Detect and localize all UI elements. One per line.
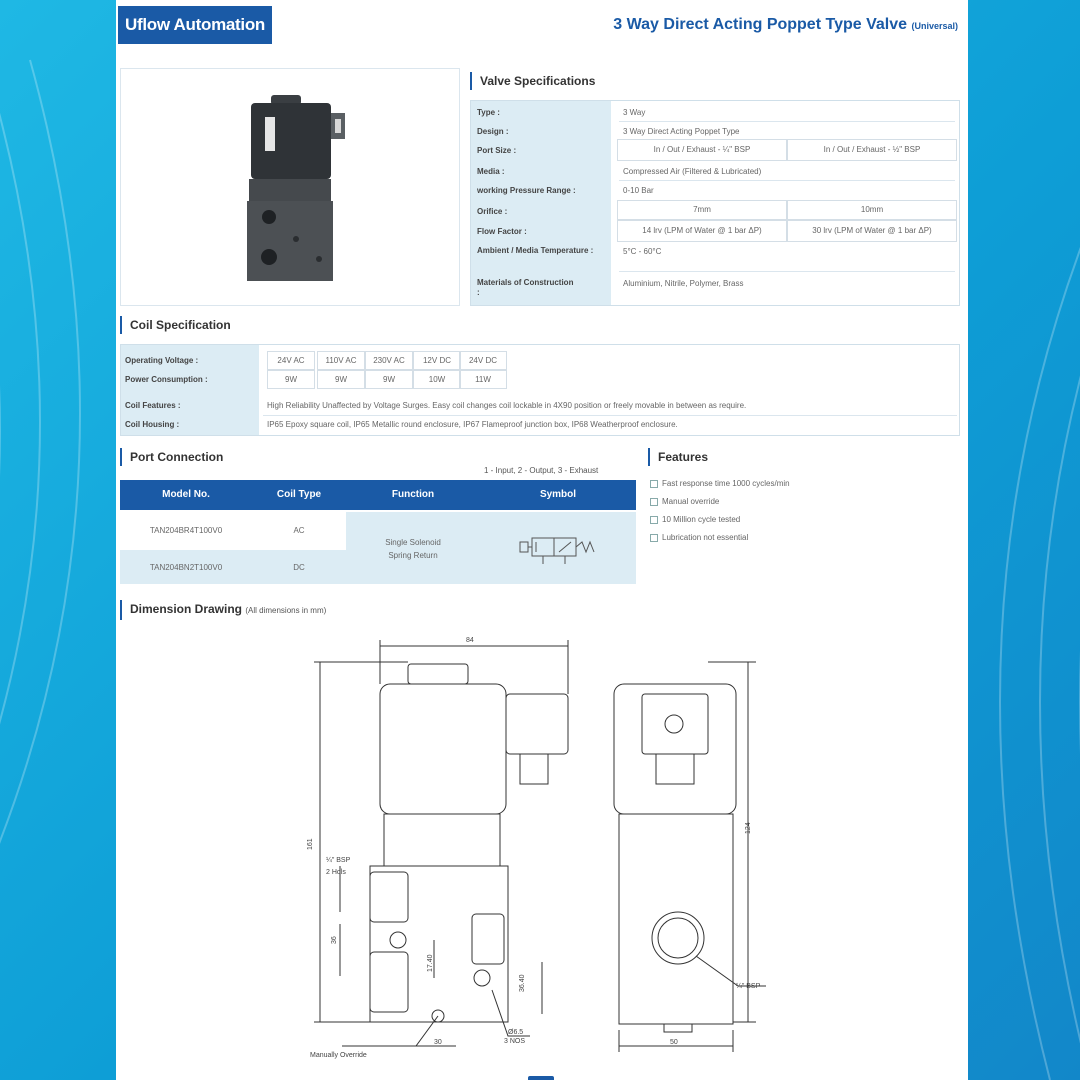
port-function-line-2: Spring Return — [388, 551, 438, 560]
port-row-1-model: TAN204BR4T100V0 — [149, 526, 223, 535]
feature-item: Manual override — [650, 497, 719, 506]
spec-value-media: Compressed Air (Filtered & Lubricated) — [623, 167, 762, 176]
port-legend: 1 - Input, 2 - Output, 3 - Exhaust — [484, 466, 599, 475]
spec-label-flow-factor: Flow Factor : — [477, 227, 527, 236]
dim-port-right: ¼" BSP — [736, 983, 761, 990]
dim-36: 36 — [331, 936, 338, 944]
spec-label-port-size: Port Size : — [477, 146, 517, 155]
spec-value-port-size-1: In / Out / Exhaust - ¼" BSP — [617, 139, 787, 161]
dim-width-bottom: 50 — [670, 1039, 678, 1046]
dim-nos: 3 NOS — [504, 1038, 526, 1045]
header-function: Function — [391, 489, 435, 500]
dim-17-40: 17.40 — [427, 954, 434, 972]
dim-width-top: 84 — [466, 637, 474, 644]
coil-voltage-cell: 24V AC — [267, 351, 315, 370]
coil-power-cell: 10W — [413, 370, 461, 389]
coil-label-voltage: Operating Voltage : — [125, 356, 199, 365]
spec-label-orifice: Orifice : — [477, 207, 508, 216]
feature-item: Fast response time 1000 cycles/min — [650, 479, 790, 488]
port-connection-title: Port Connection — [120, 448, 223, 466]
port-function-line-1: Single Solenoid — [385, 538, 441, 547]
coil-value-features: High Reliability Unaffected by Voltage Surges. Easy coil changes coil lockable in 4X90 position or freely movable in between as require. — [267, 401, 747, 410]
coil-specs-title: Coil Specification — [120, 316, 231, 334]
spec-label-design: Design : — [477, 127, 509, 136]
coil-voltage-cell: 24V DC — [459, 351, 507, 370]
coil-voltage-cell: 110V AC — [317, 351, 365, 370]
dim-height-total: 161 — [307, 838, 314, 850]
spec-value-temperature: 5°C - 60°C — [623, 247, 662, 256]
page-indicator — [528, 1076, 554, 1080]
dim-36-40: 36.40 — [519, 974, 526, 992]
spec-value-flow-factor-1: 14 lrv (LPM of Water @ 1 bar ΔP) — [617, 220, 787, 242]
dim-hole-diameter: Ø6.5 — [508, 1029, 524, 1036]
coil-power-cell: 9W — [317, 370, 365, 389]
feature-item: 10 Million cycle tested — [650, 515, 740, 524]
dim-30: 30 — [434, 1039, 442, 1046]
port-row-2-model: TAN204BN2T100V0 — [149, 563, 223, 572]
coil-voltage-cell: 12V DC — [413, 351, 461, 370]
dim-manual-override: Manually Override — [310, 1052, 367, 1059]
coil-value-housing: IP65 Epoxy square coil, IP65 Metallic round enclosure, IP67 Flameproof junction box, IP68 Weatherproof enclosure. — [267, 420, 678, 429]
dim-port-size: ¼" BSP — [326, 857, 351, 864]
brand-badge: Uflow Automation — [118, 6, 272, 44]
spec-label-type: Type : — [477, 108, 500, 117]
dim-height-right: 124 — [745, 822, 752, 834]
spec-value-port-size-2: In / Out / Exhaust - ½" BSP — [787, 139, 957, 161]
coil-label-power: Power Consumption : — [125, 375, 208, 384]
spec-value-pressure: 0-10 Bar — [623, 186, 654, 195]
datasheet-page — [116, 0, 968, 1080]
coil-power-cell: 11W — [459, 370, 507, 389]
features-title: Features — [648, 448, 708, 466]
spec-value-type: 3 Way — [623, 108, 646, 117]
spec-value-design: 3 Way Direct Acting Poppet Type — [623, 127, 740, 136]
coil-power-cell: 9W — [365, 370, 413, 389]
document-title-main: 3 Way Direct Acting Poppet Type Valve — [613, 16, 908, 33]
header-model-no: Model No. — [162, 489, 210, 500]
dimension-drawing — [116, 0, 968, 1080]
spec-label-pressure: working Pressure Range : — [477, 186, 576, 195]
coil-label-housing: Coil Housing : — [125, 420, 180, 429]
feature-item: Lubrication not essential — [650, 533, 748, 542]
spec-value-flow-factor-2: 30 lrv (LPM of Water @ 1 bar ΔP) — [787, 220, 957, 242]
coil-power-cell: 9W — [267, 370, 315, 389]
spec-label-temperature: Ambient / Media Temperature : — [477, 246, 594, 255]
coil-label-features: Coil Features : — [125, 401, 181, 410]
spec-value-materials: Aluminium, Nitrile, Polymer, Brass — [623, 279, 744, 288]
header-symbol: Symbol — [539, 489, 577, 500]
header-coil-type: Coil Type — [276, 489, 322, 500]
spec-label-media: Media : — [477, 167, 505, 176]
port-row-1-coil: AC — [293, 526, 305, 535]
spec-value-orifice-2: 10mm — [787, 200, 957, 220]
valve-specs-title: Valve Specifications — [470, 72, 595, 90]
port-row-2-coil: DC — [293, 563, 305, 572]
spec-label-materials: Materials of Construction : — [477, 278, 574, 297]
spec-value-orifice-1: 7mm — [617, 200, 787, 220]
document-title-suffix: (Universal) — [911, 21, 958, 31]
coil-voltage-cell: 230V AC — [365, 351, 413, 370]
dimension-note: (All dimensions in mm) — [245, 606, 327, 615]
dimension-title-text: Dimension Drawing — [130, 602, 243, 616]
dim-holes: 2 Hols — [326, 869, 346, 876]
